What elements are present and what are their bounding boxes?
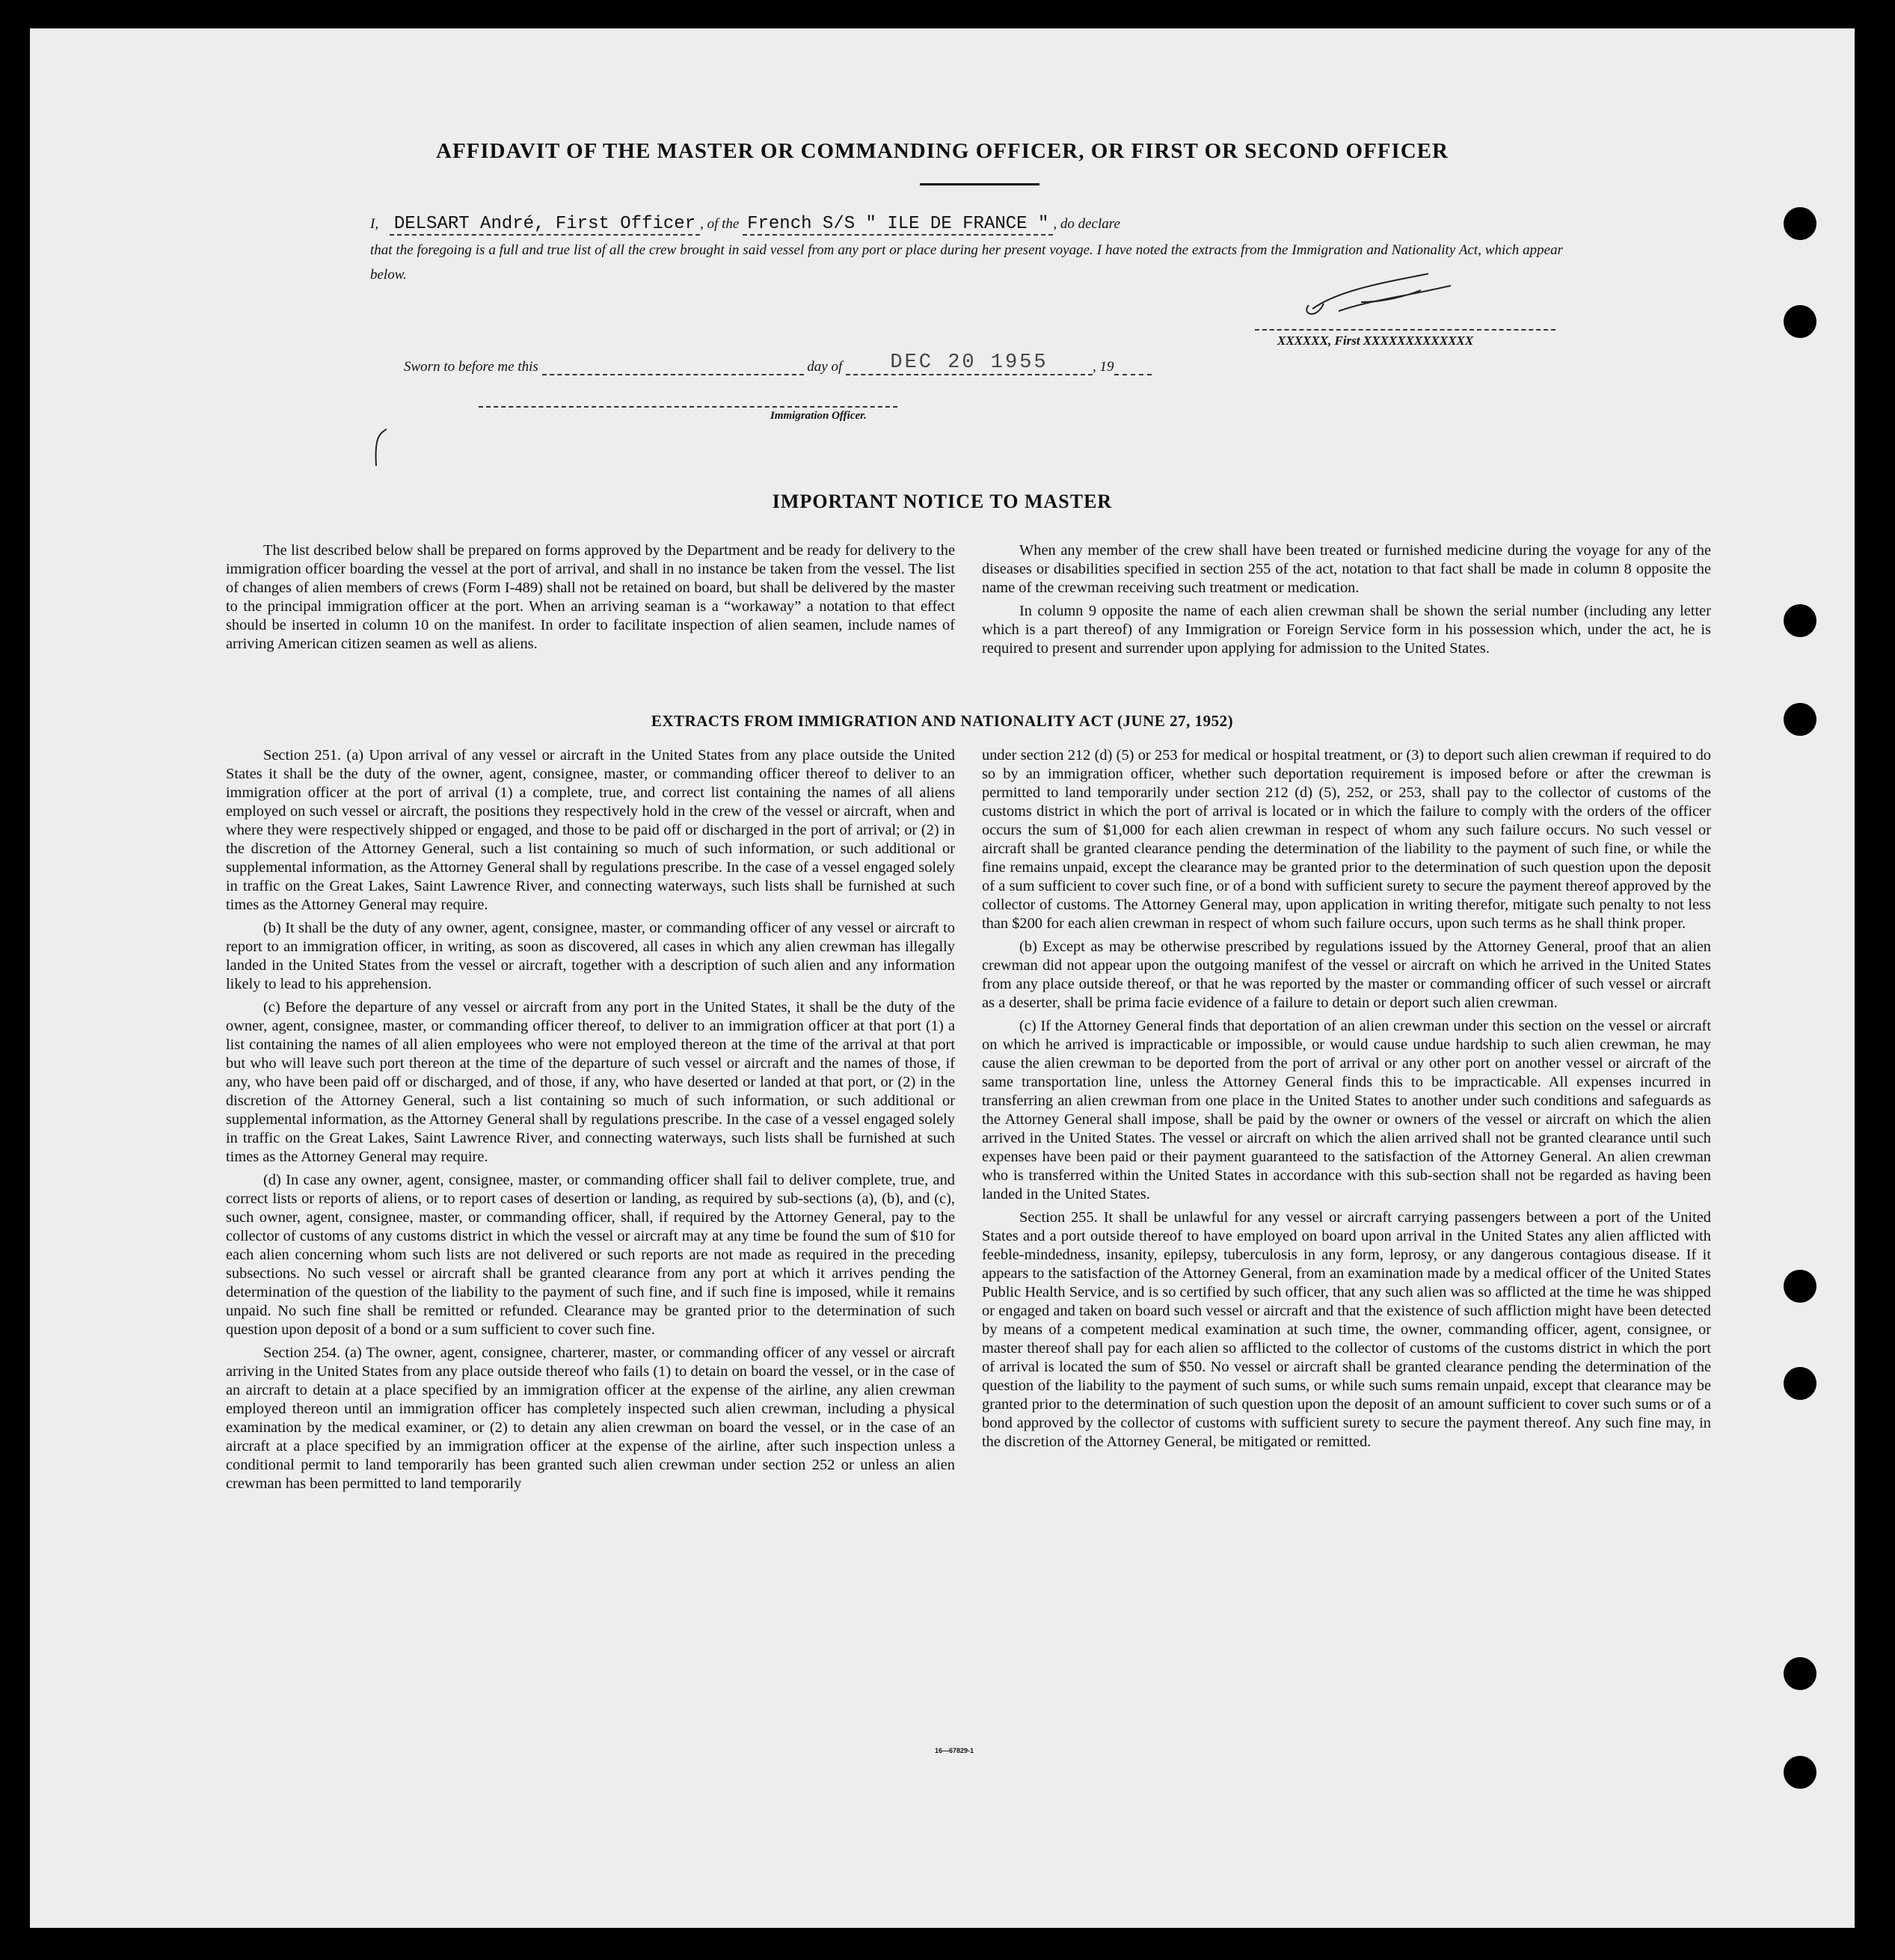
sworn-lead: Sworn to before me this xyxy=(404,359,538,375)
declaration-body: that the foregoing is a full and true list of all the crew brought in said vessel from any port or place during her present voyage. I have noted the extracts from the Immigration and Nationality Act, which appear below. xyxy=(370,242,1563,283)
sworn-date-field xyxy=(846,351,1093,375)
notice-right-paragraph-2: In column 9 opposite the name of each alien crewman shall be shown the serial number (including any letter which is a part thereof) of any Immigration or Foreign Service form in his possession which, under the act, he is required to present and surrender upon applying for admission to the United States. xyxy=(982,603,1711,657)
immigration-officer-label: Immigration Officer. xyxy=(770,410,867,422)
affidavit-title: AFFIDAVIT OF THE MASTER OR COMMANDING OFFICER, OR FIRST OR SECOND OFFICER xyxy=(436,139,1449,163)
section-254a-continued: under section 212 (d) (5) or 253 for medical or hospital treatment, or (3) to deport such alien crewman if required to do so by an immigration officer, whether such deportation requirement is imposed before or after the crewman is permitted to land temporarily under section 212 (d) (5), 252, or 253, shall pay to the collector of customs of the customs district in which the port of arrival is located or in which the failure to comply with the orders of the officer occurs the sum of $1,000 for each alien crewman in respect of whom any such failure occurs. No such vessel or aircraft shall be granted clearance pending the determination of the liability to the payment of such fine, or while the fine remains unpaid, except the clearance may be granted prior to the determination of such question upon the deposit of a sum sufficient to cover such fine, or of a bond with sufficient surety to secure the payment thereof approved by the collector of customs. The Attorney General may, upon application in writing therefor, mitigate such penalty to not less than $200 for each alien crewman in respect of whom such failure occurs, upon such terms as he shall think proper. xyxy=(982,747,1711,932)
binder-hole xyxy=(1784,604,1816,637)
section-254a: Section 254. (a) The owner, agent, consignee, charterer, master, or commanding officer of any vessel or aircraft arriving in the United States from any place outside thereof who fails (1) to detain on board the vessel, or in the case of an aircraft to detain at a place specified by an immigration officer at the expense of the airline, any alien crewman employed thereon until an immigration officer has completely inspected such alien crewman, including a physical examination by the medical examiner, or (2) to detain any alien crewman on board the vessel, or in the case of an aircraft at a place specified by an immigration officer at the expense of the airline, after such inspection unless a conditional permit to land temporarily has been granted such alien crewman under section 252 or unless an alien crewman has been permitted to land temporarily xyxy=(226,1345,955,1492)
notice-right-column xyxy=(982,541,1711,663)
sworn-year-suffix: , 19 xyxy=(1093,359,1114,375)
section-251d: (d) In case any owner, agent, consignee, master, or commanding officer shall fail to deliver complete, true, and correct lists or reports of aliens, or to report cases of desertion or landing, as required by sub-sections (a), (b), and (c), such owner, agent, consignee, master, or commanding officer, shall, if required by the Attorney General, pay to the collector of customs of any customs district in which the vessel or aircraft may at any time be found the sum of $10 for each alien concerning whom such lists are not delivered or such reports are not made as required in the preceding subsections. No such vessel or aircraft shall be granted clearance from any port at which it arrives pending the determination of the question of the liability to the payment of such fine, and if such fine is imposed, while it remains unpaid. No such fine shall be remitted or refunded. Clearance may be granted prior to the determination of such question upon deposit of a bond or a sum sufficient to cover such fine. xyxy=(226,1172,955,1338)
form-number: 16—67829-1 xyxy=(935,1747,974,1754)
date-stamp: DEC 20 1955 xyxy=(890,351,1048,374)
binder-hole xyxy=(1784,703,1816,736)
extracts-left-column xyxy=(226,746,955,1498)
binder-hole xyxy=(1784,1270,1816,1303)
pencil-mark xyxy=(370,425,393,470)
sworn-day-field xyxy=(542,374,804,375)
declaration-of-the: , of the xyxy=(700,216,740,232)
sworn-year-field xyxy=(1114,374,1152,375)
section-255: Section 255. It shall be unlawful for any vessel or aircraft carrying passengers between a port of the United States and a port outside thereof to have employed on board upon arrival in the United States any alien afflicted with feeble-mindedness, insanity, epilepsy, tuberculosis in any form, leprosy, or any dangerous contagious disease. If it appears to the satisfaction of the Attorney General, from an examination made by a medical officer of the United States Public Health Service, and is so certified by such officer, that any such alien was so afflicted at the time he was shipped or engaged and taken on board such vessel or aircraft and that the existence of such affliction might have been detected by means of a competent medical examination at such time, the owner, commanding officer, agent, consignee, or master thereof shall pay for each alien so afflicted to the collector of customs of the customs district in which the port of arrival is located the sum of $50. No vessel or aircraft shall be granted clearance pending the determination of the question of the liability to the payment of such sums, or while such sums remain unpaid, except that clearance may be granted prior to the determination of such question upon the deposit of an amount sufficient to cover such sums or of a bond approved by the collector of customs with sufficient surety to secure the payment thereof. Any such fine may, in the discretion of the Attorney General, be mitigated or remitted. xyxy=(982,1209,1711,1450)
extracts-right-column xyxy=(982,746,1711,1456)
notice-left-column xyxy=(226,541,955,658)
binder-hole xyxy=(1784,1756,1816,1789)
section-254c: (c) If the Attorney General finds that deportation of an alien crewman under this section on the vessel or aircraft on which he arrived is impracticable or impossible, or would cause undue hardship to such alien crewman, he may cause the alien crewman to be deported from the port of arrival or any other port on another vessel or aircraft of the same transportation line, unless the Attorney General finds this to be impracticable. All expenses incurred in transferring an alien crewman from one place in the United States to another under such conditions and safeguards as the Attorney General shall impose, shall be paid by the owner or owners of the vessel or aircraft on which the alien arrived in the United States. The vessel or aircraft on which the alien arrived shall not be granted clearance until such expenses have been paid or their payment guaranteed to the satisfaction of the Attorney General. An alien crewman who is transferred within the United States in accordance with this sub-section shall not be regarded as having been landed in the United States. xyxy=(982,1018,1711,1202)
extracts-title: EXTRACTS FROM IMMIGRATION AND NATIONALITY ACT (JUNE 27, 1952) xyxy=(651,712,1234,730)
section-251c: (c) Before the departure of any vessel or aircraft from any port in the United States, it shall be the duty of the owner, agent, consignee, master, or commanding officer thereof, to deliver to an immigration officer at that port (1) a list containing the names of all alien employees who were not employed thereon at the time of the arrival at that port but who will leave such port thereon at the time of the departure of such vessel or aircraft and the names of those, if any, who have been paid off or discharged, and of those, if any, who have deserted or landed at that port, or (2) in the discretion of the Attorney General, such a list containing so much of such information, or such additional or supplemental information, as the Attorney General shall by regulations prescribe. In the case of a vessel engaged solely in traffic on the Great Lakes, Saint Lawrence River, and connecting waterways, such lists shall be furnished at such times as the Attorney General may require. xyxy=(226,999,955,1165)
signature-line xyxy=(1255,329,1555,331)
notice-title: IMPORTANT NOTICE TO MASTER xyxy=(772,491,1113,512)
notice-right-paragraph-1: When any member of the crew shall have been treated or furnished medicine during the voyage for any of the diseases or disabilities specified in section 255 of the act, notation to that fact shall be made in column 8 opposite the name of the crewman receiving such treatment or medication. xyxy=(982,542,1711,596)
sworn-day-of: day of xyxy=(807,359,843,375)
binder-hole xyxy=(1784,1657,1816,1690)
title-rule xyxy=(920,183,1039,185)
section-254b: (b) Except as may be otherwise prescribed by regulations issued by the Attorney General, proof that an alien crewman did not appear upon the outgoing manifest of the vessel or aircraft on which he arrived in the United States from any place outside thereof, or that he was reported by the master or commanding officer of such vessel or aircraft as a deserter, shall be prima facie evidence of a failure to detain or deport such alien crewman. xyxy=(982,938,1711,1011)
declaration-do-declare: , do declare xyxy=(1053,216,1120,232)
officer-name-field: DELSART André, First Officer xyxy=(390,214,700,236)
declaration-line xyxy=(370,212,1563,236)
signature-scrawl xyxy=(1271,268,1466,328)
signature-title: XXXXXX, First XXXXXXXXXXXXX xyxy=(1277,334,1474,348)
section-251b: (b) It shall be the duty of any owner, agent, consignee, master, or commanding officer of any vessel or aircraft to report to an immigration officer, in writing, as soon as discovered, all cases in which any alien crewman has illegally landed in the United States from the vessel or aircraft, together with a description of such alien and any information likely to lead to his apprehension. xyxy=(226,920,955,992)
document-page xyxy=(30,28,1855,1928)
immigration-officer-line xyxy=(479,406,897,408)
vessel-name-field: French S/S " ILE DE FRANCE " xyxy=(743,214,1053,236)
sworn-line xyxy=(404,351,1301,375)
binder-hole xyxy=(1784,305,1816,338)
notice-left-paragraph: The list described below shall be prepared on forms approved by the Department and be ready for delivery to the immigration officer boarding the vessel at the port of arrival, and shall in no instance be taken from the vessel. The list of changes of alien members of crews (Form I-489) shall not be retained on board, but shall be delivered by the master to the principal immigration officer at the port. When an arriving seaman is a “workaway” a notation to that effect should be inserted in column 10 on the manifest. In order to facilitate inspection of alien seamen, include names of arriving American citizen seamen as well as aliens. xyxy=(226,542,955,652)
binder-hole xyxy=(1784,207,1816,240)
declaration-prefix: I, xyxy=(370,216,379,232)
section-251a: Section 251. (a) Upon arrival of any vessel or aircraft in the United States from any place outside the United States it shall be the duty of the owner, agent, consignee, master, or commanding officer thereof to deliver to an immigration officer at the port of arrival (1) a complete, true, and correct list containing the names of all aliens employed on such vessel or aircraft, the positions they respectively hold in the crew of the vessel or aircraft, when and where they were respectively shipped or engaged, and those to be paid off or discharged in the port of arrival; or (2) in the discretion of the Attorney General, such a list containing so much of such information, or such additional or supplemental information, as the Attorney General shall by regulations prescribe. In the case of a vessel engaged solely in traffic on the Great Lakes, Saint Lawrence River, and connecting waterways, such lists shall be furnished at such times as the Attorney General may require. xyxy=(226,747,955,913)
binder-hole xyxy=(1784,1367,1816,1400)
